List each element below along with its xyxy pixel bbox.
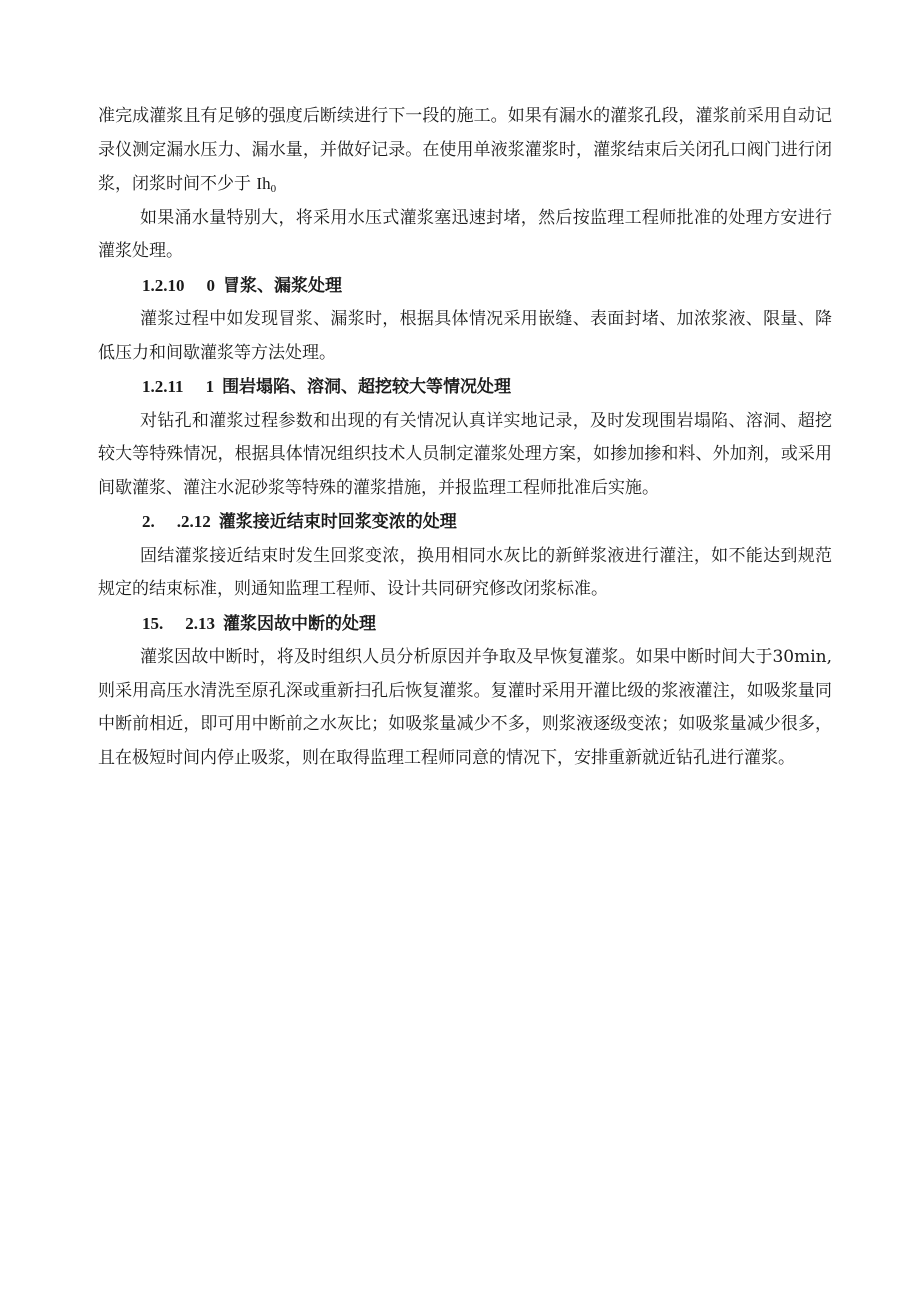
section-title: 灌浆因故中断的处理 [223,613,376,634]
document-page [98,100,832,775]
paragraph-interruption: 灌浆因故中断时，将及时组织人员分析原因并争取及早恢复灌浆。如果中断时间大于30min,则采用高压水清洗至原孔深或重新扫孔后恢复灌浆。复灌时采用开灌比级的浆液灌注，如吸浆量同中断前相近，即可用中断前之水灰比；如吸浆量减少不多，则浆液逐级变浓；如吸浆量减少很多，且在极短时间内停止吸浆，则在取得监理工程师同意的情况下，安排重新就近钻孔进行灌浆。 [98,647,832,768]
duration-value: Ih [256,174,271,193]
paragraph-large-water-inflow: 如果涌水量特别大，将采用水压式灌浆塞迅速封堵，然后按监理工程师批准的处理方安进行灌浆处理。 [98,207,832,261]
paragraph-grout-leak: 灌浆过程中如发现冒浆、漏浆时，根据具体情况采用嵌缝、表面封堵、加浓浆液、限量、降低压力和间歇灌浆等方法处理。 [98,309,832,363]
section-title: 冒浆、漏浆处理 [223,275,342,296]
section-number-suffix: 2.13 [185,613,215,633]
paragraph-continuation-text: 准完成灌浆且有足够的强度后断续进行下一段的施工。如果有漏水的灌浆孔段，灌浆前采用自动记录仪测定漏水压力、漏水量，并做好记录。在使用单液浆灌浆时，灌浆结束后关闭孔口阀门进行闭浆，闭浆时间不少于 [98,106,832,194]
section-number: 1.2.10 [142,275,185,295]
paragraph-return-thickening: 固结灌浆接近结束时发生回浆变浓，换用相同水灰比的新鲜浆液进行灌注，如不能达到规范规定的结束标准，则通知监理工程师、设计共同研究修改闭浆标准。 [98,545,832,599]
section-number-suffix: 0 [206,275,215,295]
section-heading-1-2-11 [98,370,832,405]
duration-subscript: 0 [270,183,277,195]
section-number-suffix: 1 [205,377,215,396]
paragraph-collapse-cavity: 对钻孔和灌浆过程参数和出现的有关情况认真详实地记录，及时发现围岩塌陷、溶洞、超挖较大等特殊情况，根据具体情况组织技术人员制定灌浆处理方案，如掺加掺和料、外加剂，或采用间歇灌浆、灌注水泥砂浆等特殊的灌浆措施，并报监理工程师批准后实施。 [98,410,832,498]
section-number: 15. [142,613,164,633]
paragraph-continuation [98,100,832,202]
section-heading-15-2-13 [98,607,832,642]
section-number: 1.2.11 [142,377,184,396]
section-title: 围岩塌陷、溶洞、超挖较大等情况处理 [222,377,512,397]
section-heading-1-2-10 [98,269,832,304]
section-title: 灌浆接近结束时回浆变浓的处理 [218,512,457,532]
section-number: 2. [142,512,155,531]
section-number-suffix: .2.12 [176,512,211,531]
section-heading-2-2-12 [98,505,832,540]
